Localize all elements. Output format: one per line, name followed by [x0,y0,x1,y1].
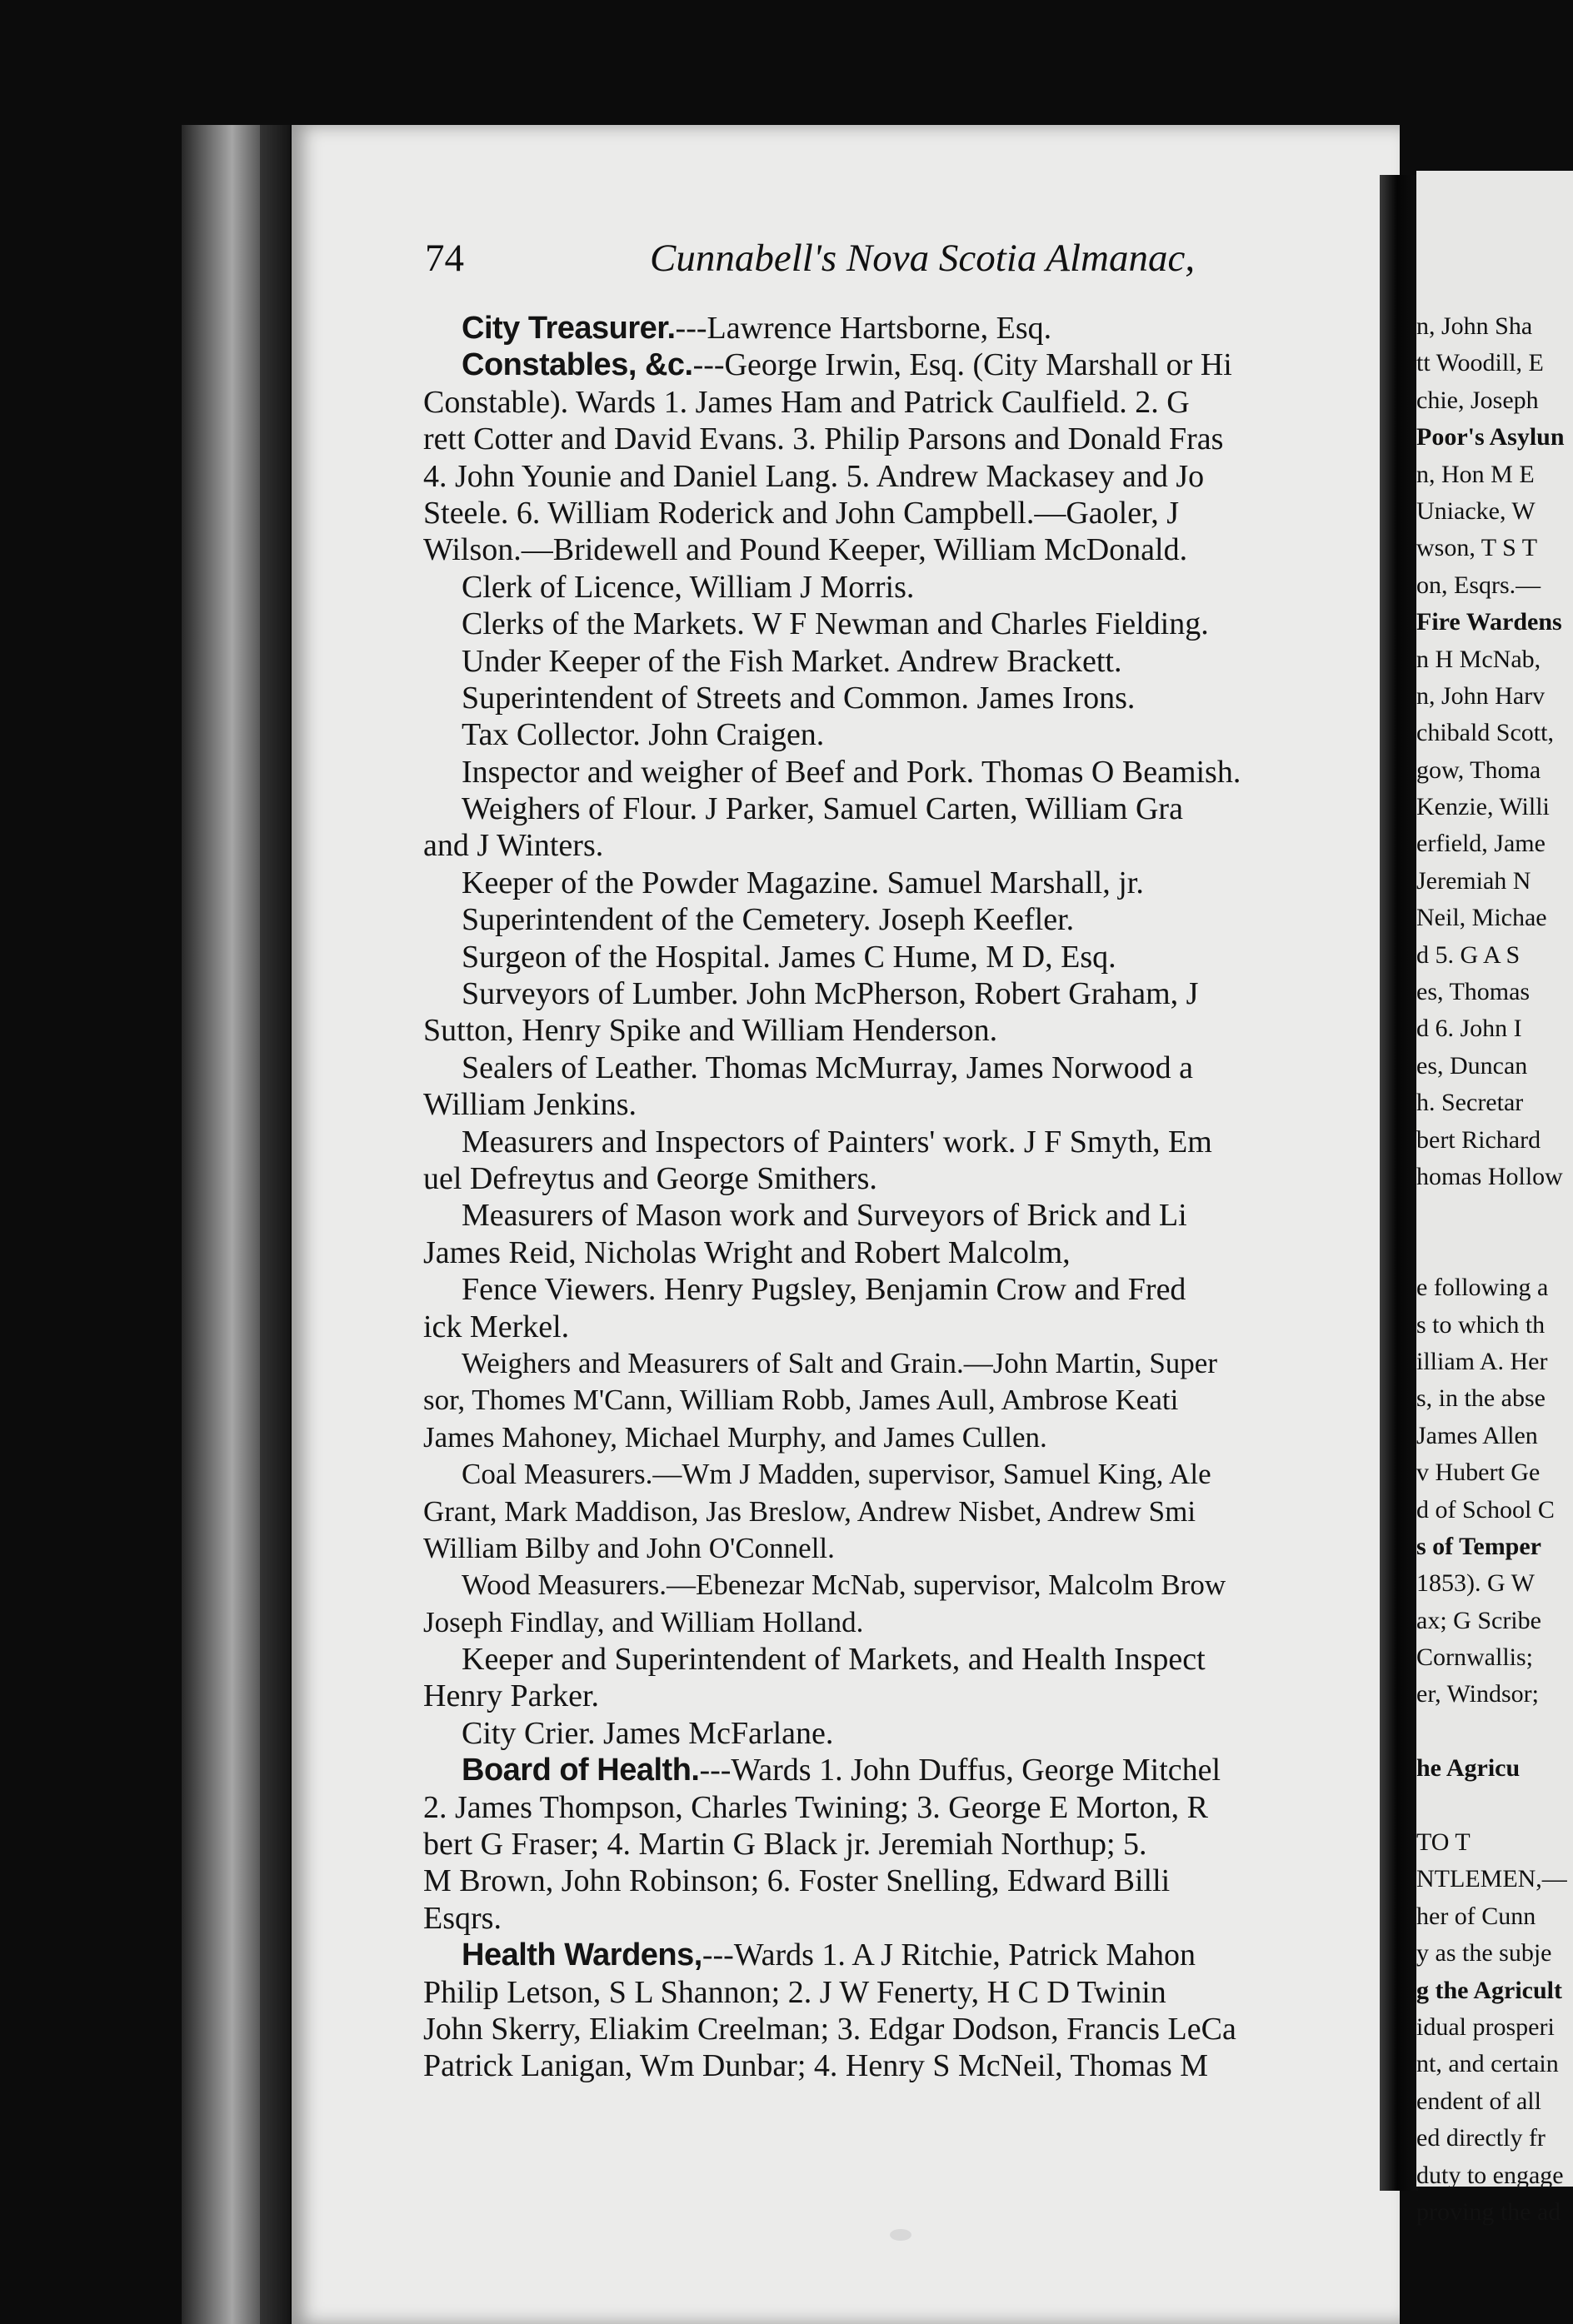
right-text-line: s to which th [1416,1310,1546,1339]
text-line: Philip Letson, S L Shannon; 2. J W Fenerty, H C D Twinin [423,1974,1166,2010]
spine-edge [260,125,290,2324]
right-text-line [1416,1788,1567,1824]
text-line: Constable). Wards 1. James Ham and Patrick Caulfield. 2. G [423,384,1190,420]
entry-heading: Constables, &c. [462,347,693,383]
text-line: M Brown, John Robinson; 6. Foster Snelling, Edward Billi [423,1863,1171,1899]
text-line: William Jenkins. [423,1087,637,1123]
text-line: Henry Parker. [423,1678,600,1714]
text-line: Surveyors of Lumber. John McPherson, Robert Graham, J [462,976,1199,1012]
right-text-line: n, John Harv [1416,681,1546,710]
text-line: Joseph Findlay, and William Holland. [423,1605,864,1638]
text-line: 4. John Younie and Daniel Lang. 5. Andrew Mackasey and Jo [423,458,1205,494]
right-text-line: her of Cunn [1416,1902,1536,1930]
right-text-line: 1853). G W [1416,1569,1535,1598]
text-line: City Crier. James McFarlane. [462,1715,834,1751]
text-line: Wilson.—Bridewell and Pound Keeper, William McDonald. [423,532,1188,568]
right-text-line: y as the subje [1416,1939,1552,1967]
text-line: Superintendent of the Cemetery. Joseph Keefler. [462,902,1075,938]
text-line: Patrick Lanigan, Wm Dunbar; 4. Henry S McNeil, Thomas M [423,2048,1209,2084]
text-line [423,310,1380,347]
right-text-line: Cornwallis; [1416,1643,1533,1672]
right-text-line: Neil, Michae [1416,904,1547,932]
text-line: Tax Collector. John Craigen. [462,717,825,753]
entry-text: ---Lawrence Hartsborne, Esq. [675,311,1052,346]
right-text-line: s of Temper [1416,1532,1541,1560]
right-text-line: TO T [1416,1828,1471,1857]
right-text-line: endent of all [1416,2087,1541,2115]
entry-text: ---Wards 1. A J Ritchie, Patrick Mahon [702,1937,1196,1973]
text-line: Measurers of Mason work and Surveyors of Brick and Li [462,1198,1187,1234]
right-text-line: wson, T S T [1416,534,1538,562]
entry-heading: Board of Health. [462,1753,700,1788]
text-line: Coal Measurers.—Wm J Madden, supervisor, Samuel King, Ale [462,1458,1211,1491]
text-line: Weighers of Flour. J Parker, Samuel Carten, William Gra [462,791,1183,827]
entry-heading: Health Wardens, [462,1937,702,1973]
right-text-line: homas Hollow [1416,1162,1563,1190]
right-text-line: tt Woodill, E [1416,349,1544,377]
text-line: sor, Thomes M'Cann, William Robb, James Aull, Ambrose Keati [423,1384,1179,1417]
text-line: and J Winters. [423,828,604,864]
text-line: Clerks of the Markets. W F Newman and Charles Fielding. [462,606,1209,642]
right-text-line: nt, and certain [1416,2050,1559,2078]
right-text-line: n, John Sha [1416,312,1533,340]
text-line: Inspector and weigher of Beef and Pork. Thomas O Beamish. [462,754,1241,790]
right-text-line: Poor's Asylun [1416,423,1565,451]
right-text-line: er, Windsor; [1416,1680,1540,1708]
right-text-line: e following a [1416,1274,1549,1302]
text-line: ick Merkel. [423,1309,570,1344]
page-body [423,310,1380,2085]
printer-ornament [890,2229,911,2241]
right-text-line: d 5. G A S [1416,940,1521,969]
entry-heading: City Treasurer. [462,311,676,346]
right-text-line: gow, Thoma [1416,756,1541,784]
text-line: Grant, Mark Maddison, Jas Breslow, Andrew Nisbet, Andrew Smi [423,1494,1196,1528]
text-line: bert G Fraser; 4. Martin G Black jr. Jeremiah Northup; 5. [423,1827,1147,1863]
page-number: 74 [425,237,464,280]
right-page-text [1416,308,1567,2231]
right-text-line [1416,1713,1567,1750]
right-text-line: erfield, Jame [1416,830,1546,858]
text-line: rett Cotter and David Evans. 3. Philip Parsons and Donald Fras [423,421,1224,457]
right-text-line: s, in the abse [1416,1384,1546,1413]
text-line: Wood Measurers.—Ebenezar McNab, supervisor, Malcolm Brow [462,1568,1226,1602]
right-text-line: Uniacke, W [1416,496,1536,525]
text-line: Keeper of the Powder Magazine. Samuel Marshall, jr. [462,865,1144,900]
text-line: Esqrs. [423,1900,502,1936]
text-line [423,1937,1380,1973]
book-gutter [1380,175,1418,2191]
right-text-line: proving the ad [1416,2197,1561,2226]
right-text-line: n H McNab, [1416,645,1541,673]
text-line [423,347,1380,383]
right-page [1416,171,1573,2226]
text-line: James Reid, Nicholas Wright and Robert Malcolm, [423,1234,1071,1270]
right-text-line: d of School C [1416,1495,1555,1524]
running-title: Cunnabell's Nova Scotia Almanac, [650,237,1196,280]
right-text-line [1416,1195,1567,1232]
right-text-line: chibald Scott, [1416,719,1554,747]
right-text-line: n, Hon M E [1416,460,1535,488]
text-line: Sutton, Henry Spike and William Henderson. [423,1013,998,1049]
right-text-line: illiam A. Her [1416,1347,1548,1375]
right-text-line: duty to engage [1416,2161,1564,2189]
text-line: Clerk of Licence, William J Morris. [462,569,915,605]
text-line: Measurers and Inspectors of Painters' work. J F Smyth, Em [462,1124,1212,1160]
right-text-line: es, Duncan [1416,1051,1528,1080]
text-line [423,1752,1380,1788]
text-line: 2. James Thompson, Charles Twining; 3. George E Morton, R [423,1789,1209,1825]
right-text-line: ed directly fr [1416,2124,1546,2152]
text-line: John Skerry, Eliakim Creelman; 3. Edgar Dodson, Francis LeCa [423,2011,1236,2047]
text-line: Fence Viewers. Henry Pugsley, Benjamin Crow and Fred [462,1272,1186,1308]
text-line: William Bilby and John O'Connell. [423,1531,835,1564]
text-line: Sealers of Leather. Thomas McMurray, James Norwood a [462,1050,1193,1085]
text-line: Under Keeper of the Fish Market. Andrew Brackett. [462,643,1122,679]
text-line: Steele. 6. William Roderick and John Campbell.—Gaoler, J [423,495,1180,531]
right-text-line: Jeremiah N [1416,866,1531,895]
right-text-line: g the Agricult [1416,1976,1562,2004]
right-text-line: on, Esqrs.— [1416,571,1541,599]
right-text-line [1416,1233,1567,1269]
entry-text: ---Wards 1. John Duffus, George Mitchel [699,1753,1221,1788]
right-text-line: bert Richard [1416,1125,1541,1154]
right-text-line: Kenzie, Willi [1416,793,1550,821]
right-text-line: chie, Joseph [1416,386,1539,414]
right-text-line: he Agricu [1416,1754,1521,1783]
right-text-line: idual prosperi [1416,2012,1555,2041]
text-line: Keeper and Superintendent of Markets, and Health Inspect [462,1642,1206,1678]
right-text-line: d 6. John I [1416,1015,1522,1043]
right-text-line: h. Secretar [1416,1089,1524,1117]
right-text-line: es, Thomas [1416,978,1531,1006]
right-text-line: James Allen [1416,1421,1538,1449]
text-line: uel Defreytus and George Smithers. [423,1160,877,1196]
right-text-line: Fire Wardens [1416,608,1562,636]
right-text-line: v Hubert Ge [1416,1459,1541,1487]
text-line: Weighers and Measurers of Salt and Grain.—John Martin, Super [462,1346,1217,1379]
text-line: Superintendent of Streets and Common. James Irons. [462,680,1136,716]
entry-text: ---George Irwin, Esq. (City Marshall or Hi [692,347,1232,383]
text-line: Surgeon of the Hospital. James C Hume, M D, Esq. [462,939,1116,975]
right-text-line: NTLEMEN,— [1416,1865,1567,1893]
page-header [425,236,1258,286]
text-line: James Mahoney, Michael Murphy, and James Cullen. [423,1420,1047,1454]
right-text-line: ax; G Scribe [1416,1606,1541,1634]
